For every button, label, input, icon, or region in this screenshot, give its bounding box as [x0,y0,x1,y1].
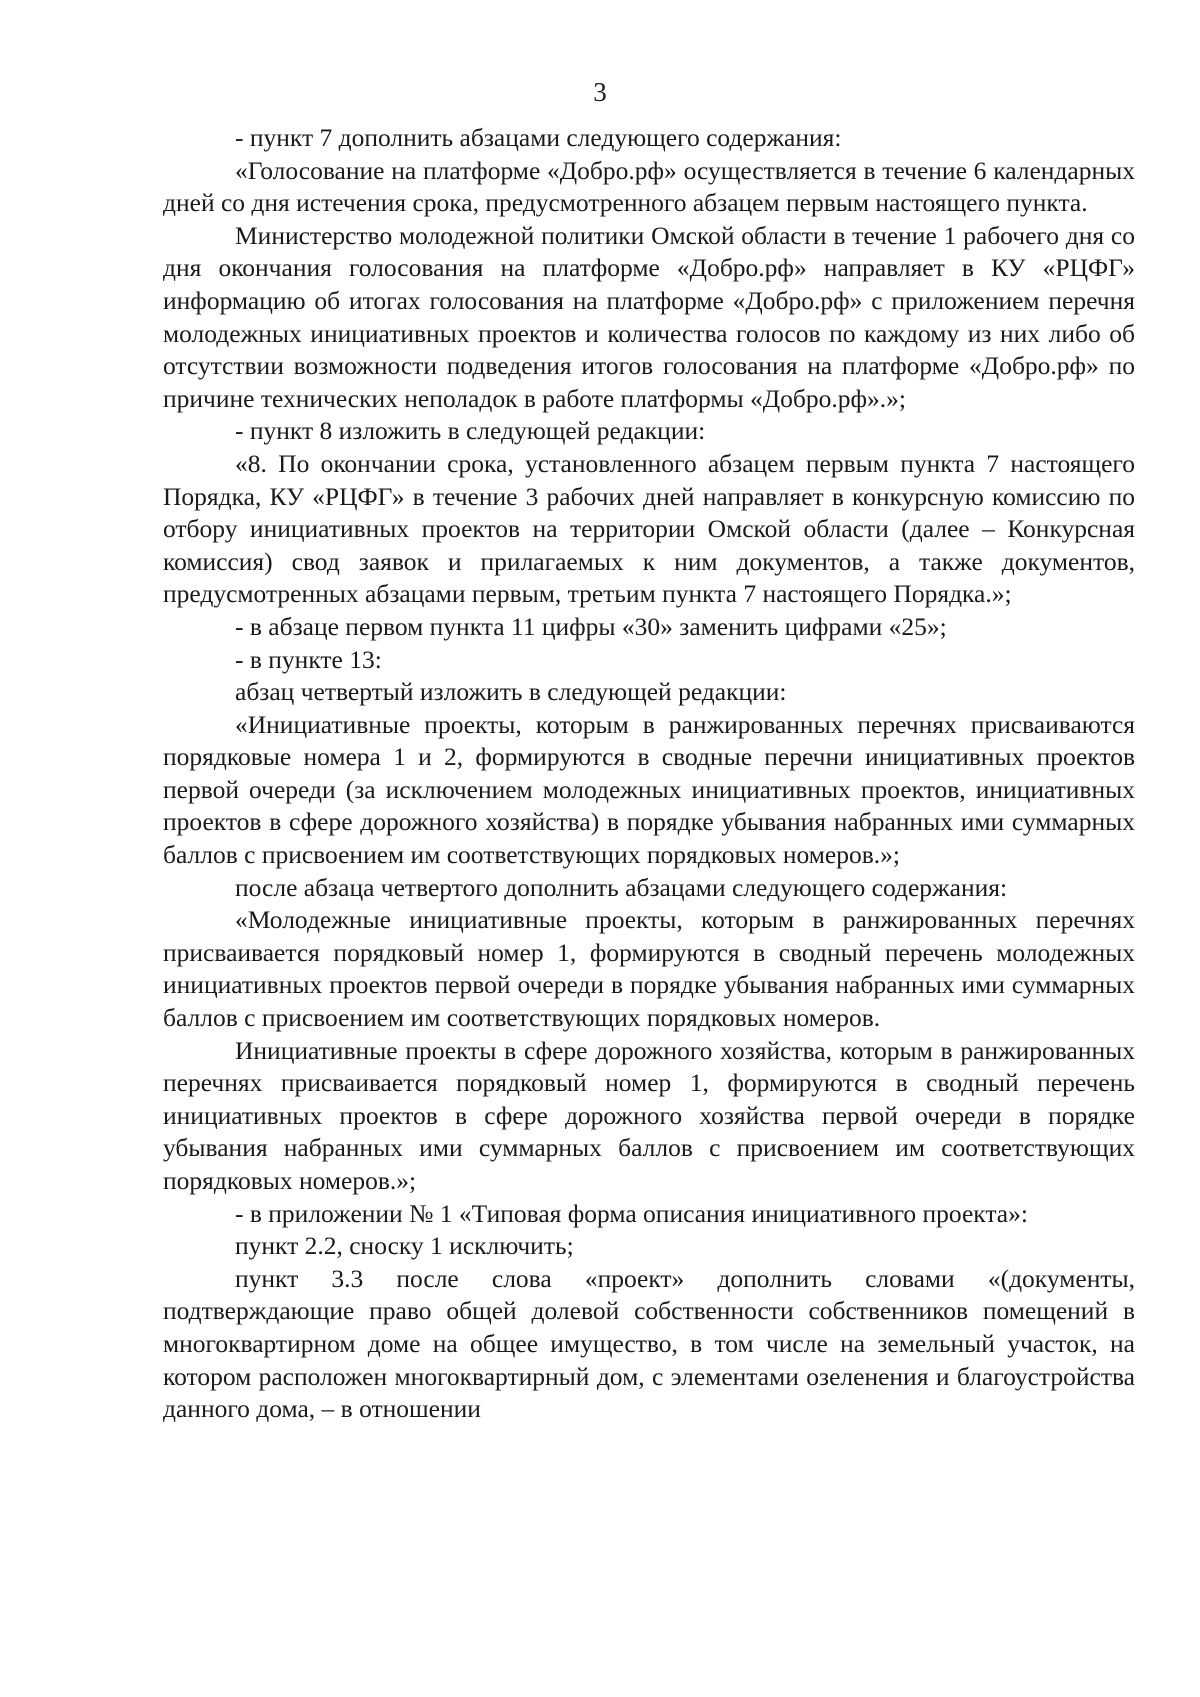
paragraph: «Инициативные проекты, которым в ранжированных перечнях присваиваются порядковые номера 1 и 2, формируются в сводные перечни инициативных проектов первой очереди (за исключением молодежных инициативных проектов, инициативных проектов в сфере дорожного хозяйства) в порядке убывания набранных ими суммарных баллов с присвоением им соответствующих порядковых номеров.»; [163,709,1135,870]
paragraph: Инициативные проекты в сфере дорожного хозяйства, которым в ранжированных перечнях присваивается порядковый номер 1, формируются в сводный перечень инициативных проектов в сфере дорожного хозяйства первой очереди в порядке убывания набранных ими суммарных баллов с присвоением им соответствующих порядковых номеров.»; [163,1035,1135,1195]
paragraph: - пункт 8 изложить в следующей редакции: [235,416,706,446]
paragraph: - в приложении № 1 «Типовая форма описания инициативного проекта»: [235,1198,1028,1228]
paragraph: «8. По окончании срока, установленного абзацем первым пункта 7 настоящего Порядка, КУ «РЦФГ» в течение 3 рабочих дней направляет в конкурсную комиссию по отбору инициативных проектов на территории Омской области (далее – Конкурсная комиссия) свод заявок и прилагаемых к ним документов, а также документов, предусмотренных абзацами первым, третьим пункта 7 настоящего Порядка.»; [163,448,1135,609]
paragraph: - в пункте 13: [235,644,382,674]
paragraph: «Голосование на платформе «Добро.рф» осуществляется в течение 6 календарных дней со дня истечения срока, предусмотренного абзацем первым настоящего пункта. [163,155,1135,218]
document-body [163,122,1135,1426]
paragraph: - пункт 7 дополнить абзацами следующего содержания: [235,123,842,152]
paragraph: «Молодежные инициативные проекты, которым в ранжированных перечнях присваивается порядковый номер 1, формируются в сводный перечень молодежных инициативных проектов первой очереди в порядке убывания набранных ими суммарных баллов с присвоением им соответствующих порядковых номеров. [163,905,1135,1033]
page-number: 3 [593,77,607,107]
paragraph: пункт 2.2, сноску 1 исключить; [235,1231,574,1261]
paragraph: пункт 3.3 после слова «проект» дополнить словами «(документы, подтверждающие право общей долевой собственности собственников помещений в многоквартирном доме на общее имущество, в том числе на земельный участок, на котором расположен многоквартирный дом, с элементами озеленения и благоустройства данного дома, – в отношении [163,1263,1135,1424]
paragraph: - в абзаце первом пункта 11 цифры «30» заменить цифрами «25»; [235,611,947,641]
paragraph: после абзаца четвертого дополнить абзацами следующего содержания: [235,872,1008,902]
paragraph: Министерство молодежной политики Омской области в течение 1 рабочего дня со дня окончания голосования на платформе «Добро.рф» направляет в КУ «РЦФГ» информацию об итогах голосования на платформе «Добро.рф» с приложением перечня молодежных инициативных проектов и количества голосов по каждому из них либо об отсутствии возможности подведения итогов голосования на платформе «Добро.рф» по причине технических неполадок в работе платформы «Добро.рф».»; [163,220,1135,413]
paragraph: абзац четвертый изложить в следующей редакции: [235,677,787,707]
